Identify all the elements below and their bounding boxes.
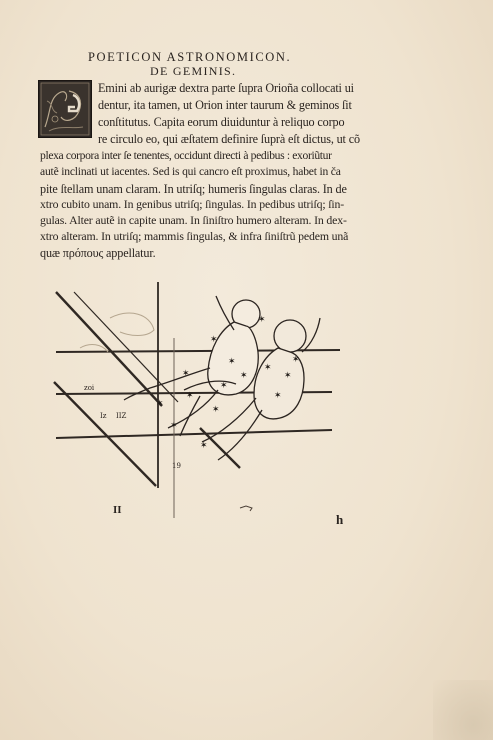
- svg-text:✶: ✶: [228, 357, 236, 367]
- text-line: xtro cubito unam. In genibus utriſq; ſingulas. In pedibus utriſq; ſin-: [40, 197, 345, 211]
- text-line: gulas. Alter autẽ in capite unam. In ſiniſtro humero alteram. In dex-: [40, 213, 347, 227]
- figure-label: zoi: [84, 384, 95, 392]
- gemini-constellation-woodcut: [50, 278, 350, 528]
- svg-text:✶: ✶: [186, 391, 194, 401]
- svg-text:✶: ✶: [212, 405, 220, 415]
- svg-text:✶: ✶: [292, 355, 300, 365]
- text-line: conſtitutus. Capita eorum diuiduntur à reliquo corpo: [98, 115, 345, 129]
- svg-text:✶: ✶: [156, 399, 164, 409]
- svg-text:✶: ✶: [274, 391, 282, 401]
- paper-stain: [433, 680, 493, 740]
- svg-text:✶: ✶: [258, 315, 266, 325]
- svg-text:✶: ✶: [210, 335, 218, 345]
- svg-text:✶: ✶: [284, 371, 292, 381]
- text-line: re circulo eo, qui æſtatem definire ſuprà eſt dictus, ut cõ: [98, 132, 360, 146]
- text-line: quæ πρόπους appellatur.: [40, 246, 156, 260]
- text-line: autẽ inclinati ut iacentes. Sed is qui cancro eſt proximus, habet in ča: [40, 165, 341, 178]
- svg-text:✶: ✶: [200, 441, 208, 451]
- signature-mark: h: [336, 512, 344, 527]
- svg-text:✶: ✶: [240, 371, 248, 381]
- figure-label: 19: [172, 462, 181, 470]
- page-header-subtitle: DE GEMINIS.: [150, 64, 237, 78]
- ornamental-initial-g: [38, 80, 92, 138]
- text-line: pite ſtellam unam claram. In utriſq; humeris ſingulas claras. In de: [40, 182, 347, 196]
- text-line: plexa corpora inter ſe tenentes, occidunt directi à pedibus : exoriũtur: [40, 149, 332, 162]
- gemini-sign-mark: ΙΙ: [113, 504, 122, 516]
- figure-label: Ιz: [100, 412, 107, 420]
- svg-text:✶: ✶: [182, 369, 190, 379]
- text-line: Emini ab aurigæ dextra parte ſupra Orioña collocati ui: [98, 81, 354, 95]
- svg-text:✶: ✶: [220, 381, 228, 391]
- svg-text:✶: ✶: [264, 363, 272, 373]
- page-header-title: POETICON ASTRONOMICON.: [88, 50, 292, 64]
- figure-label: IIZ: [116, 412, 127, 420]
- text-line: xtro alteram. In utriſq; mammis ſingulas, & infra ſiniſtrũ pedem unã: [40, 229, 349, 243]
- text-line: dentur, ita tamen, ut Orion inter taurum & geminos ſit: [98, 98, 352, 112]
- svg-text:✶: ✶: [170, 421, 178, 431]
